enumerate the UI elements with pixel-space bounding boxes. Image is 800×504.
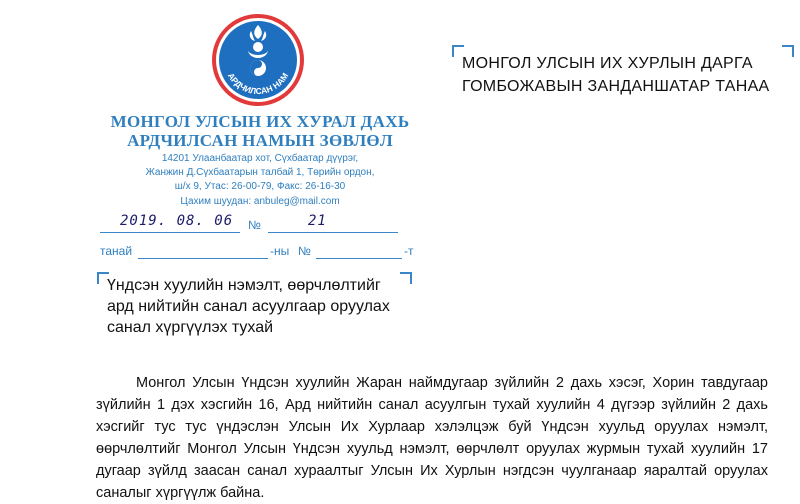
org-name-line1: МОНГОЛ УЛСЫН ИХ ХУРАЛ ДАХЬ — [110, 112, 410, 131]
subject-line3: санал хүргүүлэх тухай — [107, 319, 274, 336]
reply-date-underline — [138, 258, 268, 259]
reply-number-label: № — [298, 244, 311, 258]
reply-to-label: танай — [100, 244, 133, 258]
reply-number-underline — [316, 258, 402, 259]
logo-text: АРДЧИЛСАН НАМ — [225, 70, 291, 97]
address-line3: ш/х 9, Утас: 26-00-79, Факс: 26-16-30 — [174, 181, 346, 192]
address-email: Цахим шуудан: anbuleg@mail.com — [180, 196, 340, 207]
org-name-line2: АРДЧИЛСАН НАМЫН ЗӨВЛӨЛ — [127, 131, 393, 150]
addressee-line2: ГОМБОЖАВЫН ЗАНДАНШАТАР ТАНАА — [462, 78, 770, 95]
reply-end: -т — [404, 244, 414, 258]
date-underline — [100, 232, 240, 233]
number-underline — [268, 232, 398, 233]
party-logo — [210, 12, 306, 108]
letter-number: 21 — [308, 213, 327, 229]
democratic-party-soyombo-emblem-icon — [210, 12, 306, 108]
subject-line2: ард нийтийн санал асуулгаар оруулах — [107, 298, 390, 315]
addressee-line1: МОНГОЛ УЛСЫН ИХ ХУРЛЫН ДАРГА — [462, 55, 753, 72]
letter-date: 2019. 08. 06 — [120, 213, 234, 229]
address-line2: Жанжин Д.Сүхбаатарын талбай 1, Төрийн ордон, — [145, 167, 375, 178]
subject-line1: Үндсэн хуулийн нэмэлт, өөрчлөлтийг — [107, 277, 381, 294]
number-label: № — [248, 218, 261, 232]
body-paragraph: Монгол Улсын Үндсэн хуулийн Жаран наймдугаар зүйлийн 2 дахь хэсэг, Хорин тавдугаар зүйлийн 1 дэх хэсгийн 16, Ард нийтийн санал асуулгын тухай хуулийн 4 дүгээр зүйлийн 2 дахь хэсгийг тус тус үндэслэн Улсын Их Хурлаар хэлэлцэж буй Үндсэн хуульд оруулах нэмэлт, өөрчлөлтийг Монгол Улсын Үндсэн хуульд нэмэлт, өөрчлөлт оруулах журмын тухай хуулийн 17 дугаар зүйлд заасан санал хураалтыг Улсын Их Хурлын нэгдсэн чуулганаар яаралтай оруулах саналыг хүргүүлж байна. — [96, 375, 768, 501]
address-line1: 14201 Улаанбаатар хот, Сүхбаатар дүүрэг, — [161, 153, 359, 164]
reply-suffix: -ны — [270, 244, 290, 258]
